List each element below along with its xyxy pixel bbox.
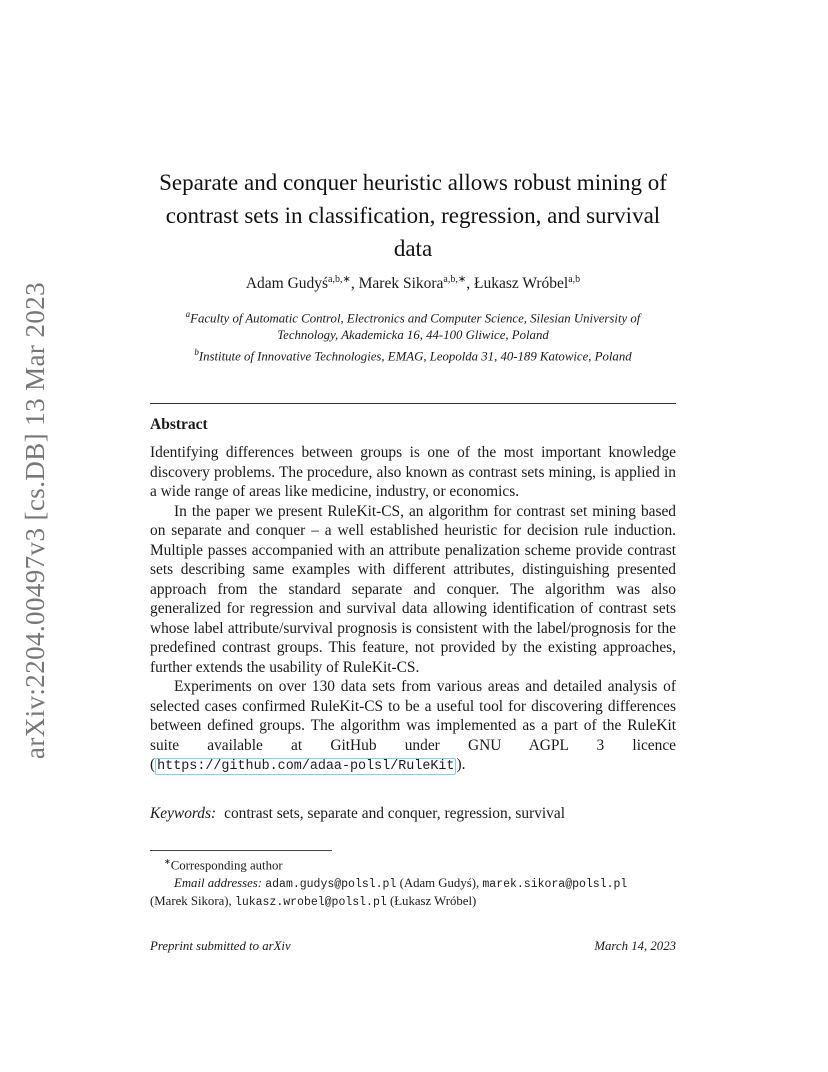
arxiv-identifier: arXiv:2204.00497v3 [cs.DB] 13 Mar 2023 [20,281,51,759]
author-affil-mark: a,b,∗ [443,274,467,285]
email-address[interactable]: adam.gudys@polsl.pl [265,877,397,891]
title-line-1: Separate and conquer heuristic allows robust mining of [159,170,667,195]
affiliation-mark: a [185,309,191,319]
affiliation-mark: b [194,347,199,358]
abstract-paragraph: In the paper we present RuleKit-CS, an algorithm for contrast set mining based on separate and conquer – a well established heuristic for decision rule induction. Multiple passes accompanied with an attribute penalization scheme provide contrast sets describing same examples with different attributes, distinguishing presented approach from the standard separate and conquer. The algorithm was also generalized for regression and survival data allowing identification of contrast sets whose label attribute/survival prognosis is consistent with the label/prognosis for the predefined contrast groups. This feature, not provided by the existing approaches, further extends the usability of RuleKit-CS. [150,502,676,676]
abstract-heading: Abstract [150,416,208,433]
footnote-divider [150,850,332,851]
affiliation-a [150,306,676,327]
email-owner: (Adam Gudyś), [399,875,480,890]
abstract-text: Experiments on over 130 data sets from various areas and detailed analysis of selected cases confirmed RuleKit-CS to be a useful tool for discovering differences between defined groups. The algorithm was implemented as a part of the RuleKit suite available at GitHub under GNU AGPL 3 licence ( [150,678,676,773]
affiliations [150,306,676,366]
email-addresses [150,875,676,894]
keywords-text: contrast sets, separate and conquer, regression, survival [224,805,565,822]
submission-date: March 14, 2023 [594,939,676,953]
github-link[interactable]: https://github.com/adaa-polsl/RuleKit [157,759,455,774]
author-affil-mark: a,b,∗ [328,274,351,285]
email-address[interactable]: marek.sikora@polsl.pl [482,877,628,891]
email-label: Email addresses: [174,875,263,890]
affiliation-text: Institute of Innovative Technologies, EMAG, Leopolda 31, 40-189 Katowice, Poland [198,349,632,364]
arxiv-sidebar [16,280,56,760]
keywords [150,805,676,823]
author-name: Łukasz Wróbel [474,275,569,293]
affiliation-a-cont: Technology, Akademicka 16, 44-100 Gliwice, Poland [277,328,549,343]
email-owner: (Marek Sikora), [150,894,232,909]
email-owner: (Łukasz Wróbel) [389,894,477,909]
title-line-2: contrast sets in classification, regression, and survival [165,203,661,228]
affiliation-b [150,344,676,365]
footnote-mark: ∗ [164,857,171,866]
abstract-paragraph [150,677,676,777]
author-name: Marek Sikora [358,275,444,293]
email-addresses-cont [150,893,676,912]
author-list: Adam Gudyś$^{a,b,∗}$, Marek Sikora$^{a,b,∗}$, Łukasz Wróbel$^{a,b}$ [245,274,581,293]
preprint-note: Preprint submitted to arXiv [150,939,291,953]
keywords-label: Keywords: [150,805,217,822]
author-name: Adam Gudyś [245,275,329,293]
abstract-paragraph: Identifying differences between groups is one of the most important knowledge discovery problems. The procedure, also known as contrast sets mining, is applied in a wide range of areas like medicine, industry, or economics. [150,444,676,500]
paper-title [150,166,676,265]
footnote-text: Corresponding author [170,858,283,873]
email-address[interactable]: lukasz.wrobel@polsl.pl [234,896,387,910]
title-line-3: data [393,236,433,261]
affiliation-text: Faculty of Automatic Control, Electronics and Computer Science, Silesian University of [190,311,641,326]
footnote [150,853,676,912]
author-affil-mark: a,b [568,274,581,285]
abstract-body [150,443,676,777]
corresponding-author-note [150,853,676,875]
abstract-text: ). [456,756,466,773]
horizontal-divider [150,403,676,404]
